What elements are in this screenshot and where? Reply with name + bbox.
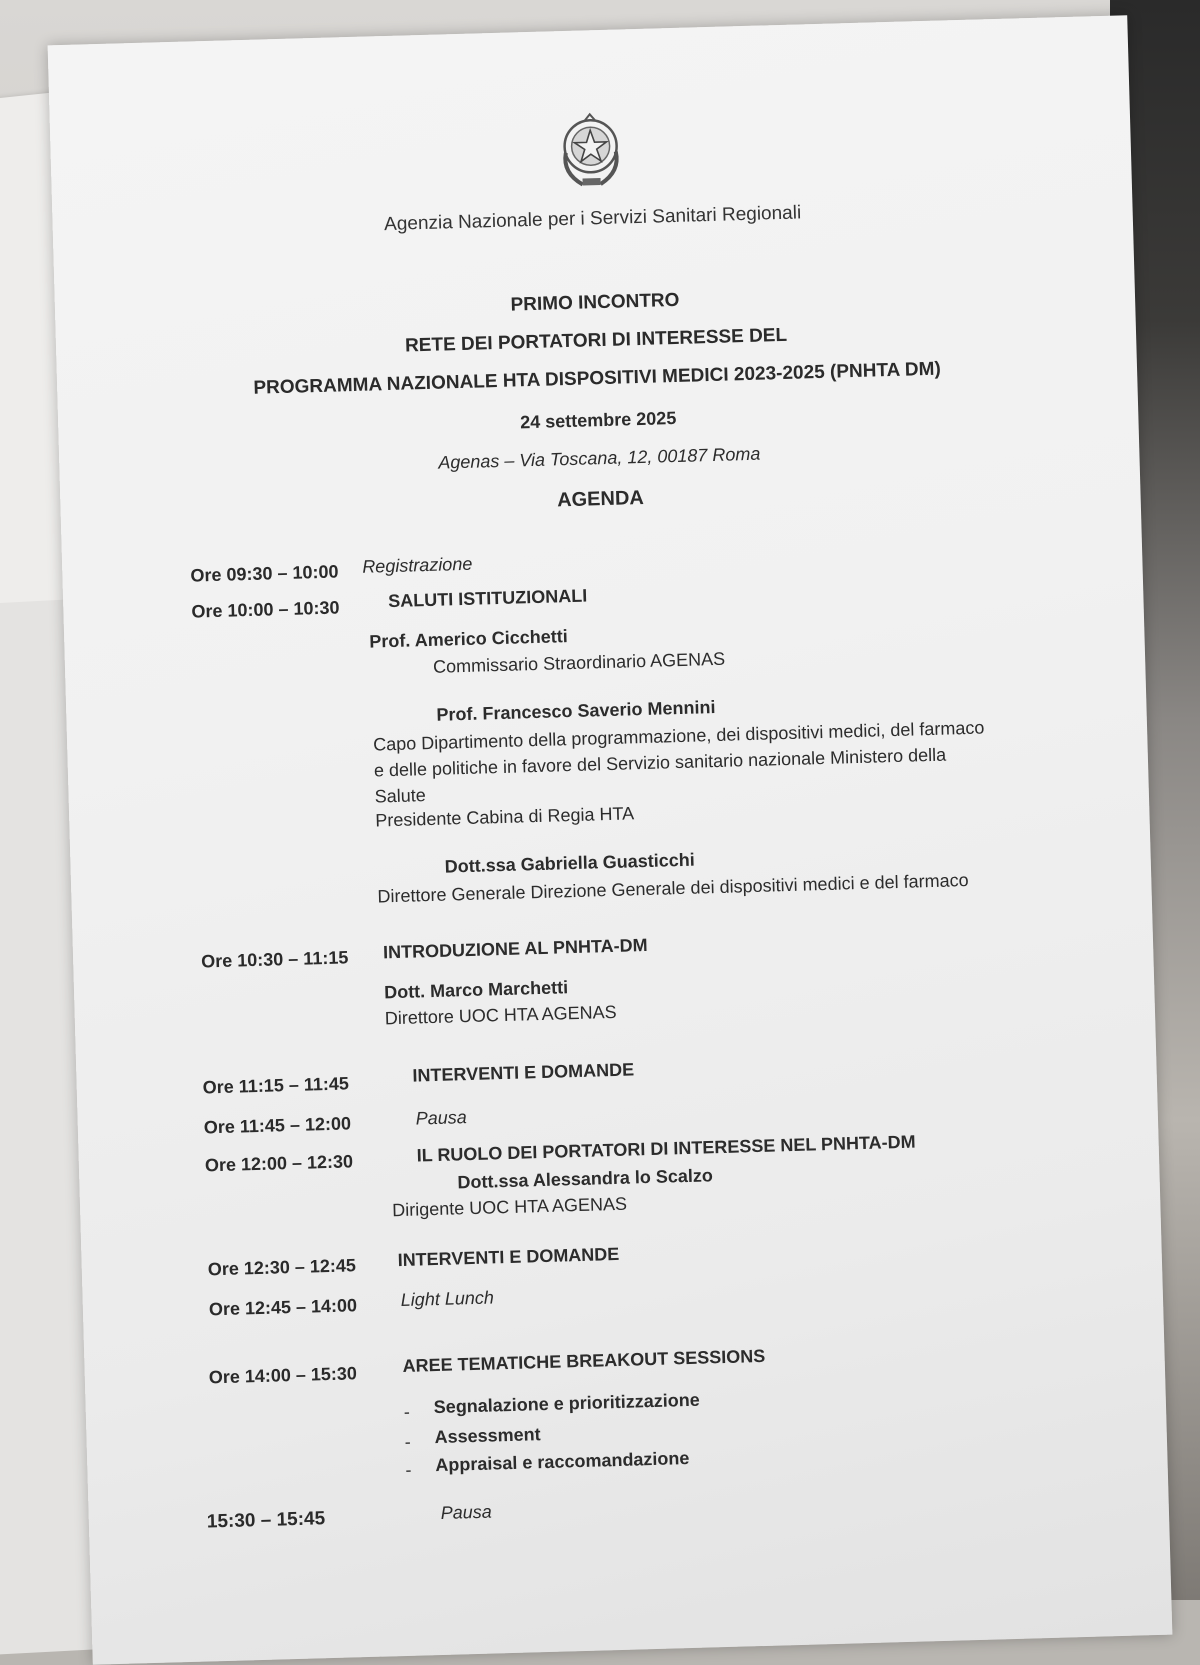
italian-republic-emblem-icon	[555, 111, 627, 195]
agenda-title: SALUTI ISTITUZIONALI	[387, 585, 588, 612]
agenda-title: INTRODUZIONE AL PNHTA-DM	[382, 934, 648, 963]
speaker-name: Prof. Americo Cicchetti	[369, 626, 568, 652]
document-body	[48, 15, 1173, 1665]
agenda-title: Light Lunch	[400, 1287, 495, 1311]
speaker-role: Salute	[374, 785, 427, 807]
speaker-name: Dott. Marco Marchetti	[383, 977, 569, 1003]
speaker-role: Dirigente UOC HTA AGENAS	[391, 1193, 628, 1221]
list-bullet: -	[403, 1401, 411, 1422]
agenda-time: Ore 14:00 – 15:30	[208, 1363, 358, 1388]
agenda-time: Ore 10:00 – 10:30	[191, 597, 340, 622]
speaker-role: Commissario Straordinario AGENAS	[432, 648, 726, 677]
title-line-1: PRIMO INCONTRO	[510, 289, 680, 316]
speaker-role: Presidente Cabina di Regia HTA	[375, 803, 635, 831]
agenda-time: Ore 11:15 – 11:45	[202, 1073, 350, 1098]
agenda-sheet	[48, 15, 1173, 1665]
agenda-heading: AGENDA	[556, 486, 645, 512]
agenda-time: Ore 12:30 – 12:45	[207, 1255, 357, 1280]
list-bullet: -	[404, 1431, 412, 1452]
breakout-item: Appraisal e raccomandazione	[435, 1448, 690, 1476]
agenda-time: Ore 12:00 – 12:30	[204, 1151, 354, 1176]
breakout-item: Assessment	[434, 1424, 541, 1448]
agenda-time: Ore 12:45 – 14:00	[208, 1295, 358, 1320]
speaker-name: Dott.ssa Gabriella Guasticchi	[444, 849, 695, 877]
agenda-time: Ore 10:30 – 11:15	[200, 947, 349, 972]
speaker-role: Capo Dipartimento della programmazione, dei dispositivi medici, del farmaco	[372, 717, 985, 755]
speaker-name: Dott.ssa Alessandra lo Scalzo	[457, 1165, 714, 1193]
speaker-role: Direttore UOC HTA AGENAS	[384, 1001, 617, 1029]
breakout-item: Segnalazione e prioritizzazione	[433, 1389, 701, 1418]
event-date: 24 settembre 2025	[519, 407, 677, 433]
title-line-3: PROGRAMMA NAZIONALE HTA DISPOSITIVI MEDICI 2023-2025 (PNHTA DM)	[253, 358, 942, 399]
title-line-2: RETE DEI PORTATORI DI INTERESSE DEL	[404, 324, 788, 357]
speaker-role: Direttore Generale Direzione Generale dei dispositivi medici e del farmaco	[377, 870, 969, 907]
agenda-title: IL RUOLO DEI PORTATORI DI INTERESSE NEL PNHTA-DM	[416, 1131, 916, 1166]
agenda-title: AREE TEMATICHE BREAKOUT SESSIONS	[402, 1345, 766, 1376]
agency-name: Agenzia Nazionale per i Servizi Sanitari Regionali	[383, 202, 802, 236]
speaker-name: Prof. Francesco Saverio Mennini	[436, 697, 716, 725]
agenda-time: Ore 09:30 – 10:00	[190, 561, 339, 586]
event-venue: Agenas – Via Toscana, 12, 00187 Roma	[437, 443, 761, 473]
agenda-time: Ore 11:45 – 12:00	[203, 1113, 352, 1138]
agenda-time: 15:30 – 15:45	[206, 1508, 326, 1533]
agenda-title: Pausa	[415, 1107, 468, 1129]
speaker-role: e delle politiche in favore del Servizio sanitario nazionale Ministero della	[373, 744, 947, 781]
agenda-title: INTERVENTI E DOMANDE	[412, 1059, 635, 1086]
list-bullet: -	[405, 1459, 412, 1480]
agenda-title: INTERVENTI E DOMANDE	[397, 1243, 620, 1271]
agenda-title: Pausa	[440, 1501, 493, 1523]
agenda-title: Registrazione	[361, 553, 473, 577]
